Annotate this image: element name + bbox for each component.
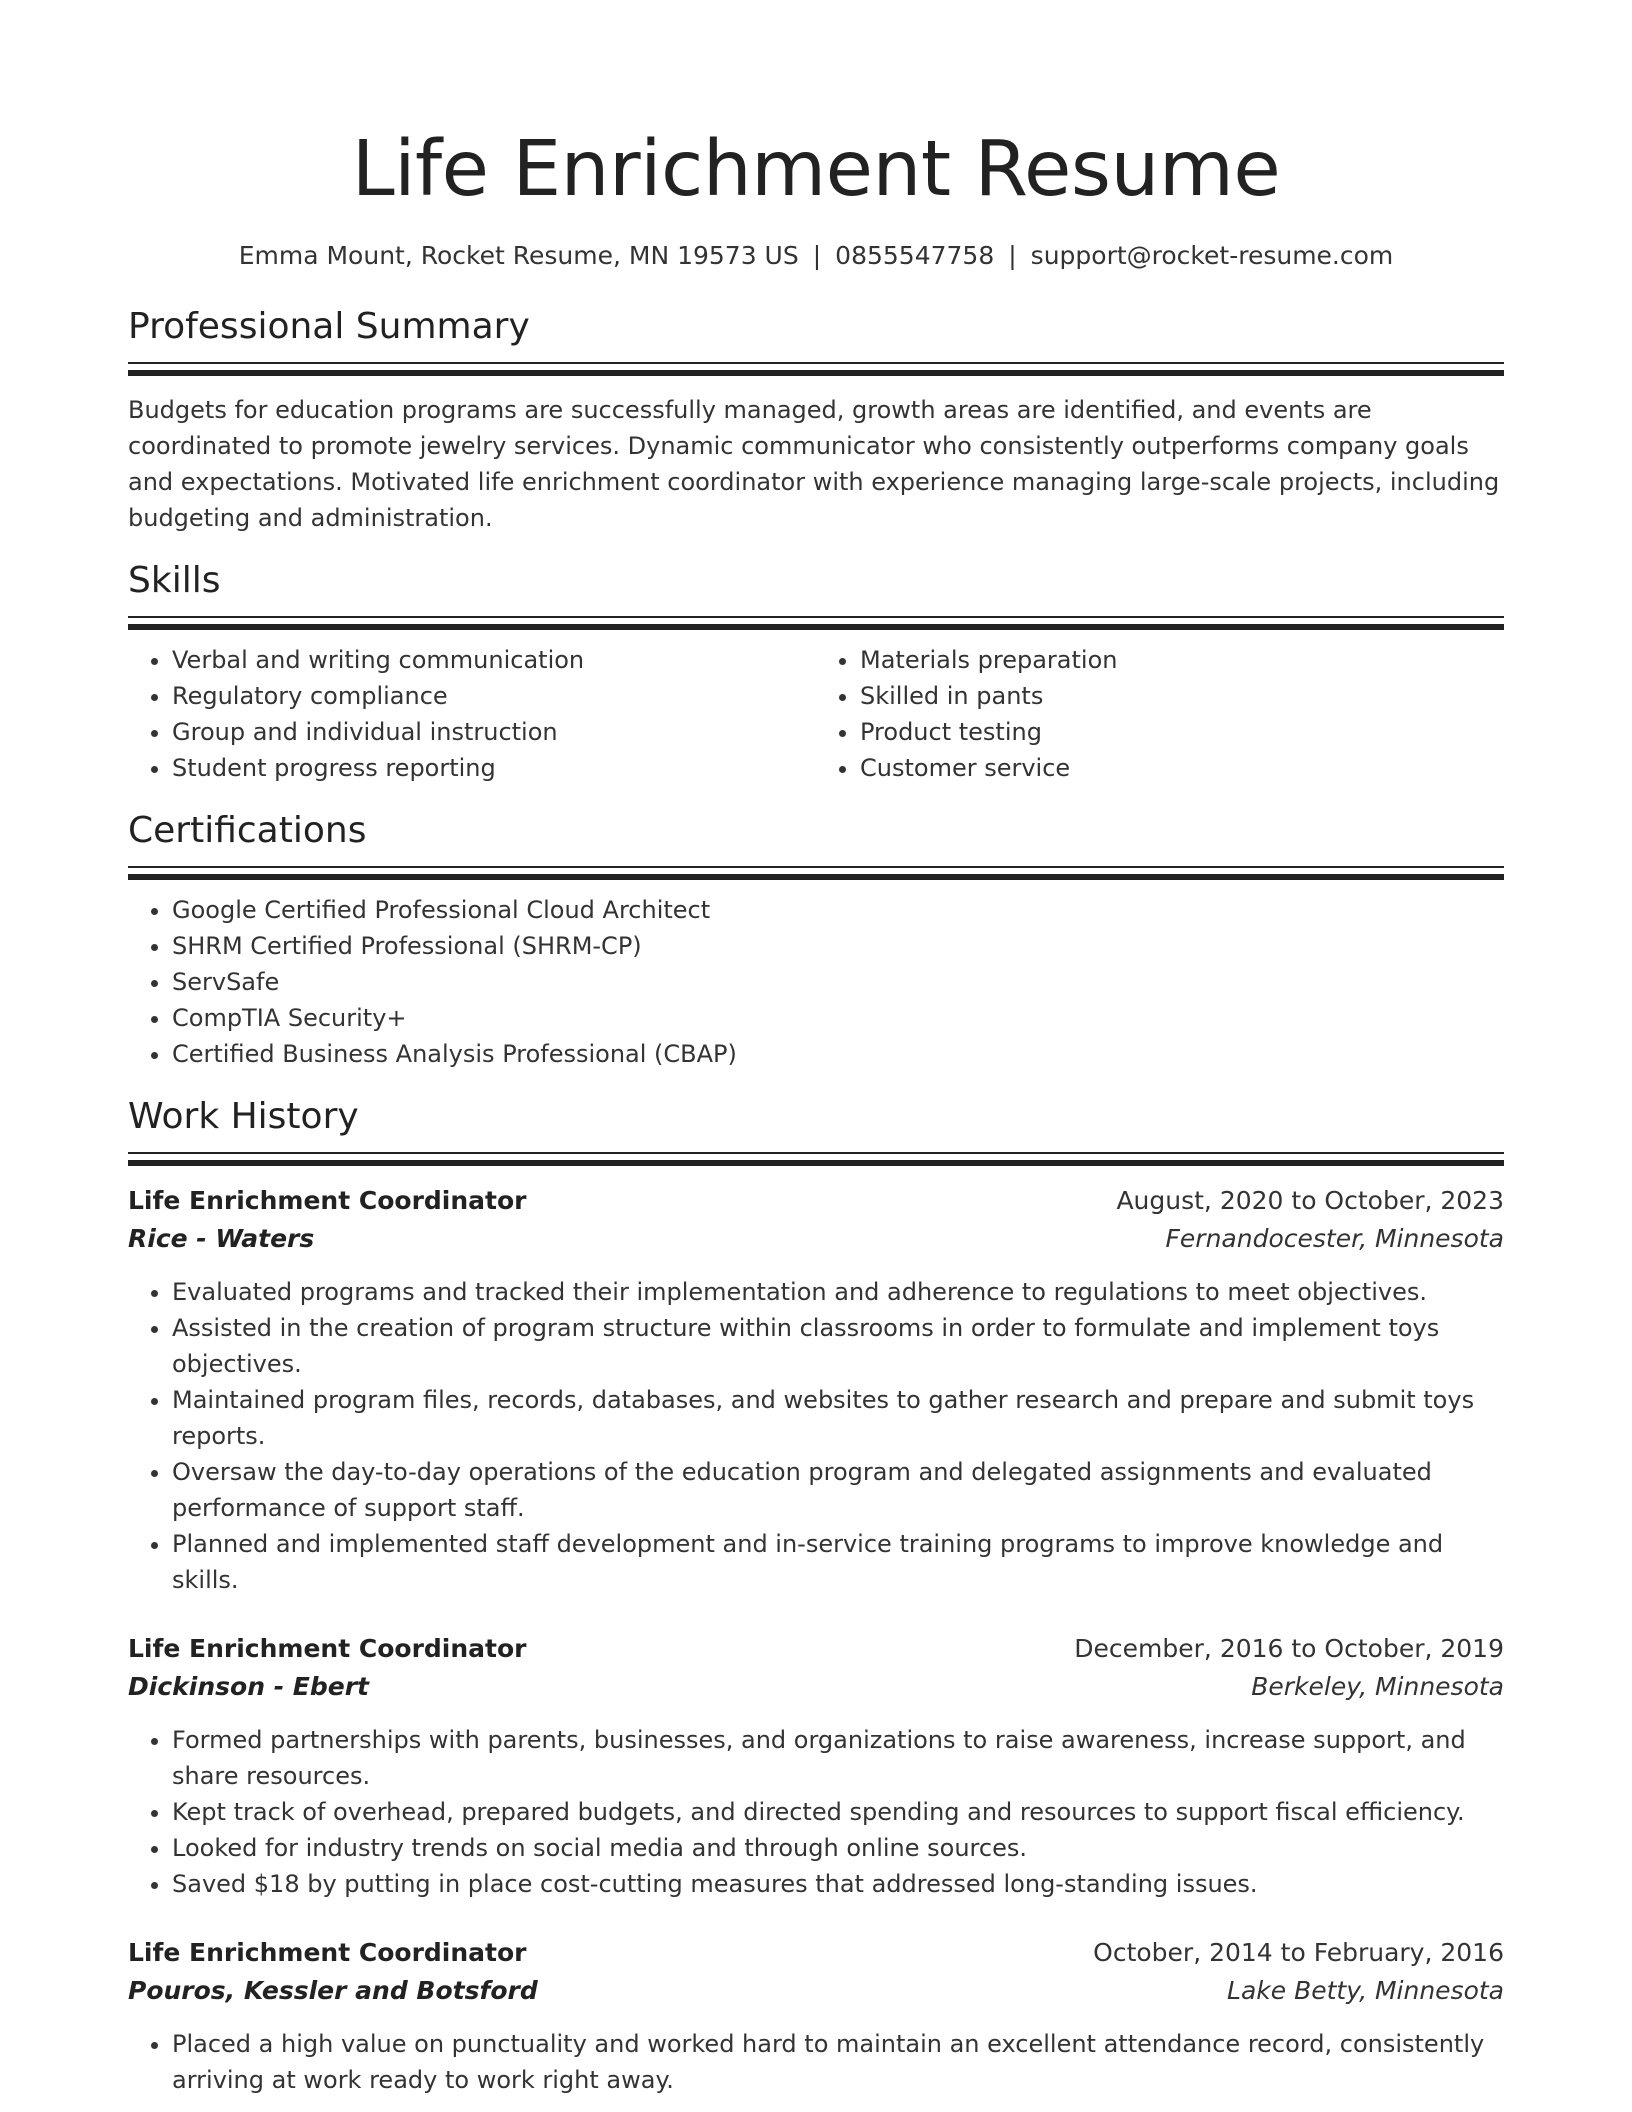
resume-page xyxy=(128,0,1504,2098)
job-bullet: • Saved $18 by putting in place cost-cutting measures that addressed long-standing issues. xyxy=(172,1866,1504,1902)
skills-left-list xyxy=(128,642,816,786)
job-bullet: • Planned and implemented staff development and in-service training programs to improve knowledge and skills. xyxy=(172,1526,1504,1598)
job-dates: December, 2016 to October, 2019 xyxy=(1074,1634,1504,1663)
job-bullet: • Placed a high value on punctuality and worked hard to maintain an excellent attendance record, consistently arriving at work ready to work right away. xyxy=(172,2026,1504,2098)
job-company: Rice - Waters xyxy=(128,1224,315,1253)
work-history-section xyxy=(128,1094,1504,2098)
section-divider xyxy=(128,362,1504,376)
contact-phone: 0855547758 xyxy=(835,241,995,270)
section-divider xyxy=(128,866,1504,880)
job-title: Life Enrichment Coordinator xyxy=(128,1938,527,1967)
page-title: Life Enrichment Resume xyxy=(351,125,1281,214)
job-company: Dickinson - Ebert xyxy=(128,1672,369,1701)
job-bullets xyxy=(128,1274,1504,1598)
job-bullet: • Oversaw the day-to-day operations of the education program and delegated assignments and evaluated performance of support staff. xyxy=(172,1454,1504,1526)
section-divider xyxy=(128,1152,1504,1166)
skills-heading: Skills xyxy=(128,560,221,601)
job-entry xyxy=(128,1630,1504,1902)
job-dates: August, 2020 to October, 2023 xyxy=(1116,1186,1504,1215)
certifications-heading: Certifications xyxy=(128,810,367,851)
contact-address: Emma Mount, Rocket Resume, MN 19573 US xyxy=(238,241,799,270)
job-title: Life Enrichment Coordinator xyxy=(128,1186,527,1215)
skills-grid xyxy=(128,642,1504,786)
job-company: Pouros, Kessler and Botsford xyxy=(128,1976,538,2005)
job-location: Fernandocester, Minnesota xyxy=(1165,1224,1504,1253)
section-divider xyxy=(128,616,1504,630)
contact-line xyxy=(128,238,1504,274)
skill-item: • Customer service xyxy=(860,750,1504,786)
job-bullet: • Kept track of overhead, prepared budgets, and directed spending and resources to support fiscal efficiency. xyxy=(172,1794,1504,1830)
skill-item: • Regulatory compliance xyxy=(172,678,816,714)
job-bullet: • Evaluated programs and tracked their implementation and adherence to regulations to meet objectives. xyxy=(172,1274,1504,1310)
certification-item: • ServSafe xyxy=(172,964,1504,1000)
certification-item: • Certified Business Analysis Professional (CBAP) xyxy=(172,1036,1504,1072)
summary-section xyxy=(128,304,1504,536)
skill-item: • Student progress reporting xyxy=(172,750,816,786)
job-bullet: • Formed partnerships with parents, businesses, and organizations to raise awareness, increase support, and share resources. xyxy=(172,1722,1504,1794)
contact-separator: | xyxy=(812,241,822,270)
job-entry xyxy=(128,1182,1504,1598)
job-bullets xyxy=(128,1722,1504,1902)
skill-item: • Materials preparation xyxy=(860,642,1504,678)
job-bullet: • Maintained program files, records, databases, and websites to gather research and prepare and submit toys reports. xyxy=(172,1382,1504,1454)
skill-item: • Verbal and writing communication xyxy=(172,642,816,678)
work-history-heading: Work History xyxy=(128,1096,359,1137)
skills-section xyxy=(128,558,1504,786)
job-bullet: • Looked for industry trends on social media and through online sources. xyxy=(172,1830,1504,1866)
certifications-list xyxy=(128,892,1504,1072)
job-location: Lake Betty, Minnesota xyxy=(1227,1976,1504,2005)
job-title: Life Enrichment Coordinator xyxy=(128,1634,527,1663)
summary-heading: Professional Summary xyxy=(128,306,530,347)
job-dates: October, 2014 to February, 2016 xyxy=(1093,1938,1504,1967)
certification-item: • CompTIA Security+ xyxy=(172,1000,1504,1036)
skill-item: • Product testing xyxy=(860,714,1504,750)
certification-item: • Google Certified Professional Cloud Architect xyxy=(172,892,1504,928)
skill-item: • Group and individual instruction xyxy=(172,714,816,750)
skill-item: • Skilled in pants xyxy=(860,678,1504,714)
job-bullets xyxy=(128,2026,1504,2098)
job-bullet: • Assisted in the creation of program structure within classrooms in order to formulate and implement toys objectives. xyxy=(172,1310,1504,1382)
contact-separator: | xyxy=(1008,241,1017,270)
summary-text: Budgets for education programs are successfully managed, growth areas are identified, and events are coordinated to promote jewelry services. Dynamic communicator who consistently outperforms company goals and expectations. Motivated life enrichment coordinator with experience managing large-scale projects, including budgeting and administration. xyxy=(128,396,1500,532)
job-location: Berkeley, Minnesota xyxy=(1251,1672,1504,1701)
contact-email: support@rocket-resume.com xyxy=(1030,241,1394,270)
certifications-section xyxy=(128,808,1504,1072)
certification-item: • SHRM Certified Professional (SHRM-CP) xyxy=(172,928,1504,964)
job-entry xyxy=(128,1934,1504,2098)
skills-right-list xyxy=(816,642,1504,786)
